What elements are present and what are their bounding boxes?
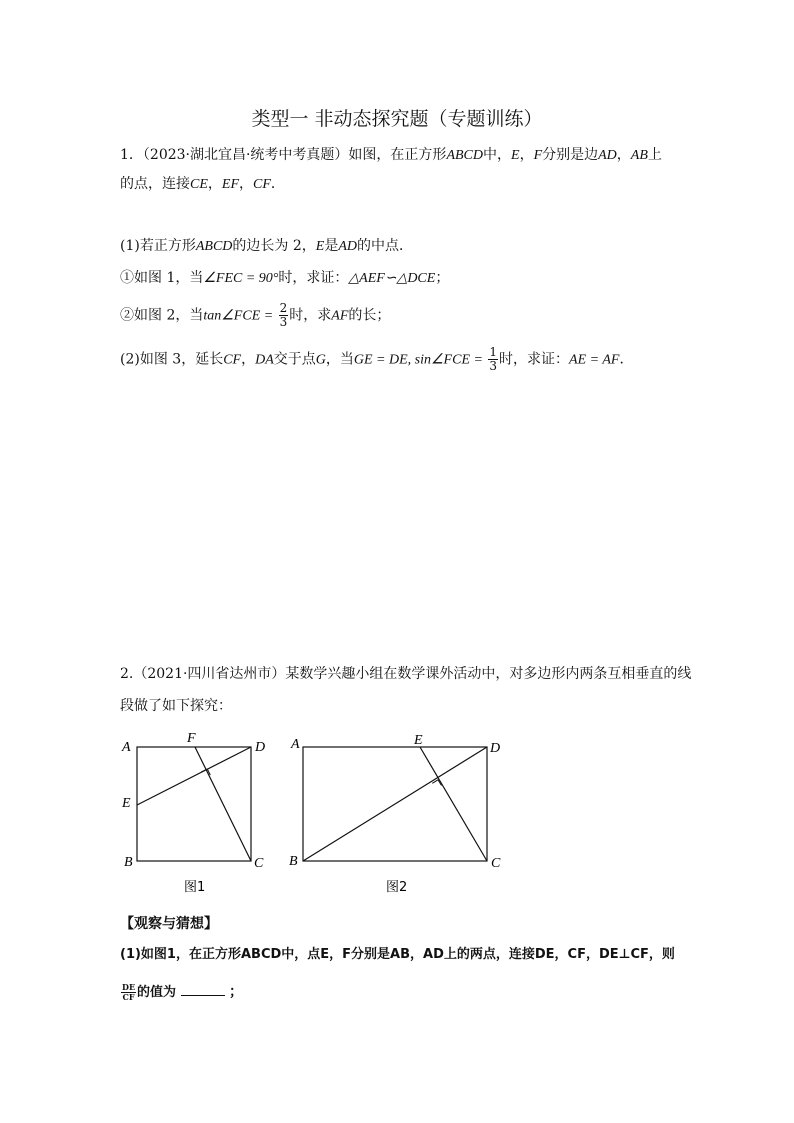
fraction-two-thirds: $\frac{2}{3}$ bbox=[279, 301, 288, 329]
fig1-segment-cf bbox=[195, 747, 251, 861]
fig2-segment-ce bbox=[420, 747, 487, 861]
figure-1 bbox=[121, 731, 265, 895]
q1-line1: 1．（2023·湖北宜昌·统考中考真题）如图，在正方形ABCD中，E，F分别是边AD，AB上 bbox=[120, 147, 662, 163]
fig1-segment-de bbox=[137, 747, 251, 805]
fig2-segment-bd bbox=[303, 747, 487, 861]
q2-heading: 【观察与猜想】 bbox=[120, 916, 218, 932]
answer-blank[interactable] bbox=[181, 983, 225, 996]
page-title: 类型一 非动态探究题（专题训练） bbox=[251, 108, 543, 130]
fraction-one-third: $\frac{1}{3}$ bbox=[489, 345, 498, 373]
fraction-de-cf: $\frac{DE}{CF}$ bbox=[122, 981, 136, 1002]
q1-sub1: ①如图 1，当∠FEC = 90°时，求证：△AEF∽△DCE； bbox=[120, 270, 450, 286]
q2-sub1: (1)如图1，在正方形ABCD中，点E，F分别是AB，AD上的两点，连接DE，CF，DE⊥CF，则 bbox=[120, 947, 675, 962]
fig1-label-d: D bbox=[255, 740, 266, 755]
fig1-label-c: C bbox=[254, 856, 264, 871]
q2-line1: 2.（2021·四川省达州市）某数学兴趣小组在数学课外活动中，对多边形内两条互相垂直的线 bbox=[120, 666, 692, 682]
fig1-label-f: F bbox=[187, 731, 196, 746]
fig1-label-b: B bbox=[124, 855, 133, 870]
fig2-label-b: B bbox=[289, 854, 298, 869]
q1-part2: (2)如图 3，延长CF，DA交于点G，当GE = DE, sin∠FCE = $\frac{1}{3}$ 时，求证：AE = AF． bbox=[120, 345, 634, 373]
q2-figures bbox=[115, 728, 515, 898]
fig2-label-d: D bbox=[490, 741, 501, 756]
fig1-square bbox=[137, 747, 251, 861]
q2-sub1-answer: $\frac{DE}{CF}$ 的值为 ； bbox=[122, 981, 243, 1002]
q1-line2: 的点，连接CE，EF，CF． bbox=[120, 176, 285, 192]
fig1-label-e: E bbox=[122, 796, 131, 811]
fig2-label-e: E bbox=[414, 733, 423, 748]
fig2-label-a: A bbox=[291, 737, 300, 752]
q1-sub2: ②如图 2，当tan∠FCE = $\frac{2}{3}$ 时，求AF的长； bbox=[120, 301, 391, 329]
figure-2 bbox=[289, 733, 501, 895]
fig1-label-a: A bbox=[122, 740, 131, 755]
fig2-label-c: C bbox=[491, 856, 501, 871]
q1-part1: (1)若正方形ABCD的边长为 2，E是AD的中点． bbox=[120, 238, 413, 254]
q2-line2: 段做了如下探究： bbox=[120, 698, 232, 714]
fig1-caption: 图1 bbox=[184, 880, 206, 895]
fig2-caption: 图2 bbox=[386, 880, 408, 895]
